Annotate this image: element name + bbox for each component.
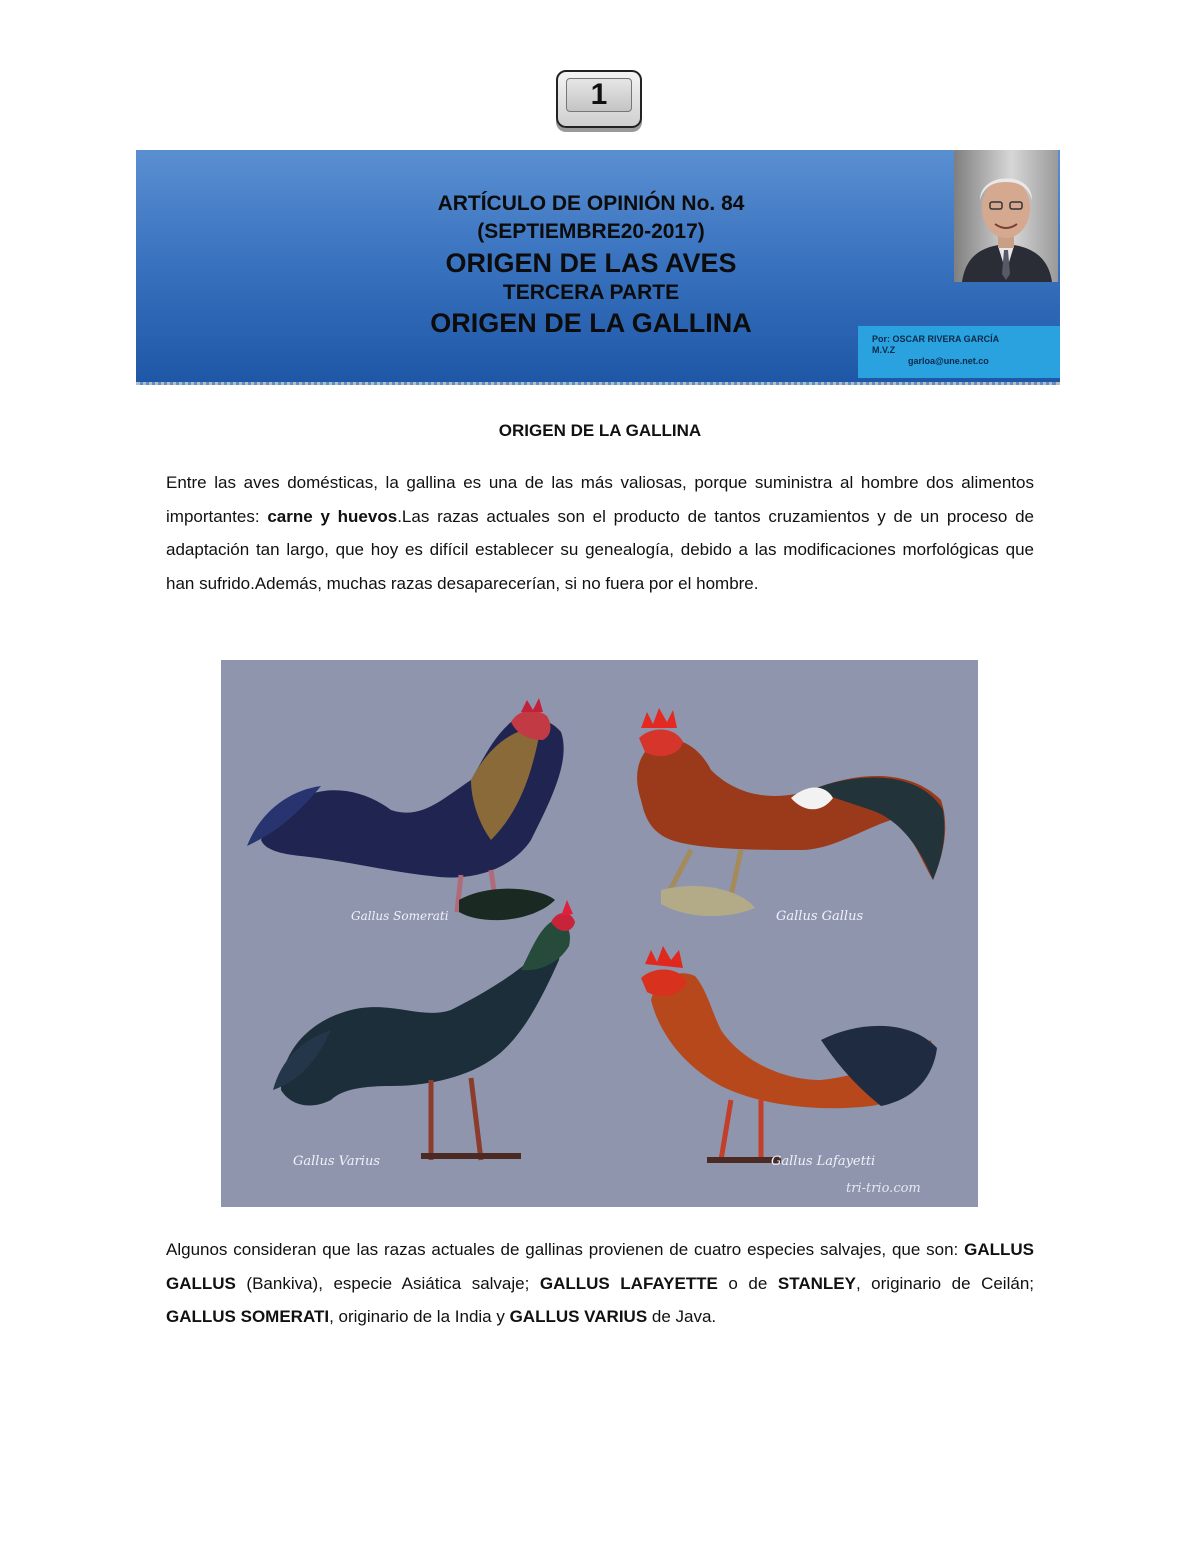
series-title: ORIGEN DE LAS AVES — [445, 248, 737, 278]
page-number-badge — [556, 70, 642, 128]
intro-emphasis: carne y huevos — [267, 506, 398, 526]
rooster-illustration — [641, 946, 937, 1160]
author-degree: M.V.Z — [872, 345, 896, 355]
part-label: TERCERA PARTE — [502, 281, 680, 304]
species-text: Algunos consideran que las razas actuales de gallinas provienen de cuatro especies salvajes, que son: — [166, 1240, 965, 1259]
section-heading: ORIGEN DE LA GALLINA — [498, 421, 702, 440]
rooster-illustration — [637, 708, 945, 916]
caption-lafayetti: Gallus Lafayetti — [771, 1154, 876, 1169]
author-name: Por: OSCAR RIVERA GARCÍA — [872, 334, 1000, 344]
species-paragraph — [166, 1233, 1034, 1334]
intro-text-cont: .Las razas actuales son el producto de tantos cruzamientos y de un proceso de adaptación tan largo, que hoy es difícil establecer su genealogía, debido a las modificaciones morfológicas que han sufrido.Además, muchas razas desaparecerían, si no fuera por el hombre. — [166, 506, 1034, 593]
species-text: de Java. — [647, 1307, 717, 1326]
article-title: ORIGEN DE LA GALLINA — [430, 308, 752, 338]
caption-varius: Gallus Varius — [293, 1154, 380, 1169]
roosters-figure — [221, 660, 978, 1207]
species-text: o de — [717, 1273, 778, 1293]
species-text: , originario de Ceilán; — [855, 1273, 1034, 1293]
species-stanley: STANLEY — [777, 1273, 856, 1293]
species-text: , originario de la India y — [329, 1307, 510, 1326]
header-banner — [136, 150, 1060, 385]
species-gallus-somerati: GALLUS SOMERATI — [166, 1307, 330, 1326]
author-email: garloa@une.net.co — [908, 356, 989, 366]
species-gallus-gallus: GALLUS GALLUS — [166, 1240, 1034, 1293]
banner-title-block — [366, 190, 816, 340]
rooster-illustration — [247, 698, 564, 920]
page-number: 1 — [566, 78, 632, 112]
caption-somerati: Gallus Somerati — [351, 909, 449, 923]
author-info — [858, 326, 1060, 378]
intro-paragraph — [166, 466, 1034, 600]
species-gallus-varius: GALLUS VARIUS — [509, 1307, 648, 1326]
species-gallus-lafayette: GALLUS LAFAYETTE — [539, 1273, 718, 1293]
author-photo — [954, 150, 1058, 282]
species-text: (Bankiva), especie Asiática salvaje; — [235, 1273, 540, 1293]
caption-gallus: Gallus Gallus — [776, 909, 864, 924]
article-number: ARTÍCULO DE OPINIÓN No. 84 — [437, 192, 745, 215]
rooster-illustration — [273, 900, 575, 1160]
intro-text: Entre las aves domésticas, la gallina es una de las más valiosas, porque suministra al hombre dos alimentos importantes: — [166, 473, 1034, 526]
article-date: (SEPTIEMBRE20-2017) — [477, 220, 705, 243]
image-credit: tri-trio.com — [846, 1181, 921, 1196]
